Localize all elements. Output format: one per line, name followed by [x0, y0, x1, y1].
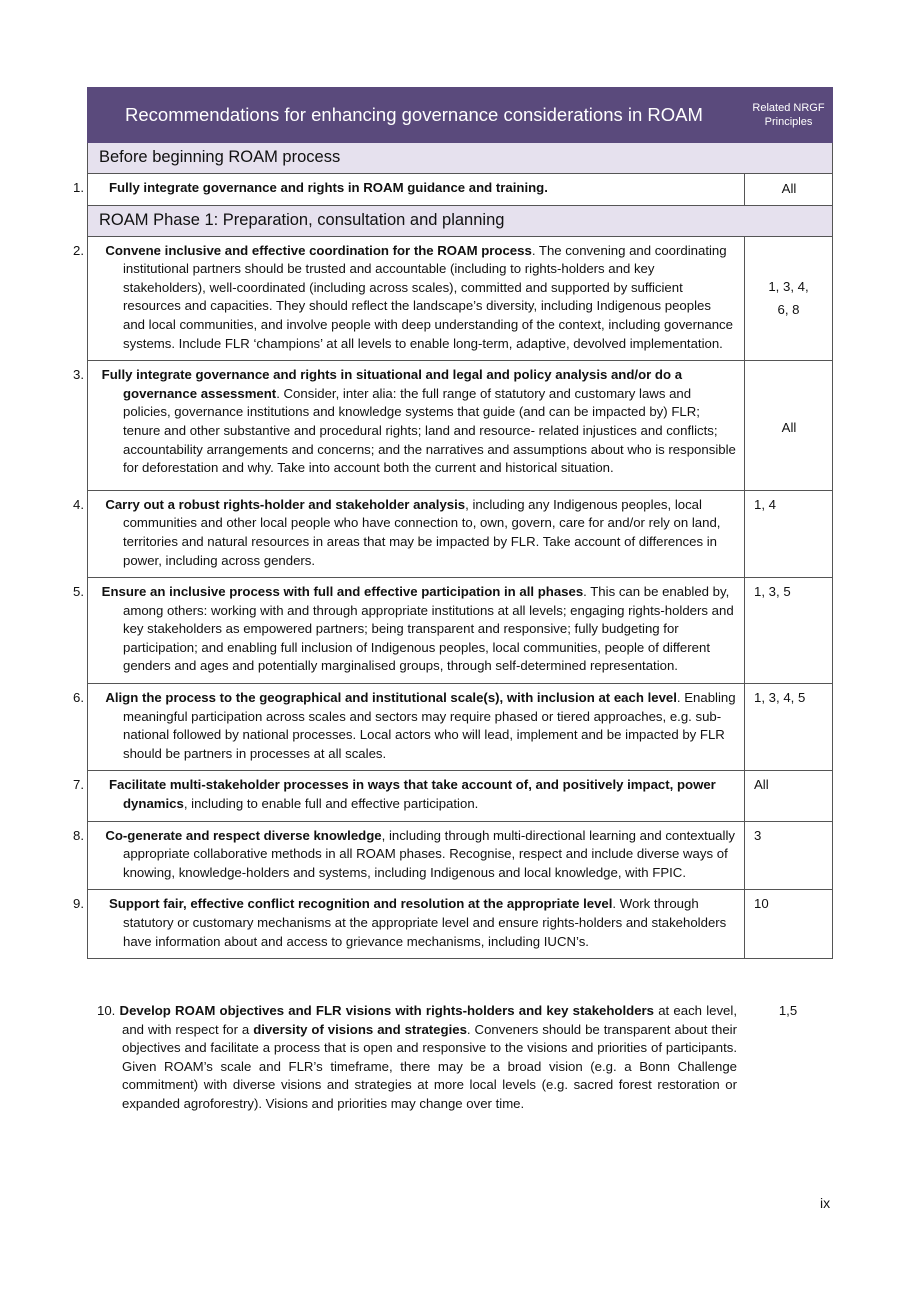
principles-cell: All	[745, 771, 833, 821]
rec-text: . This can be enabled by, among others: working with and through appropriate institutions at all levels; engaging rights-holders and key stakeholders as empowered partners; being transparent and responsive; fully budgeting for participation; and enabling full inclusion of Indigenous peoples, local communities, people of different genders and ages and potentially marginalised groups, through self-determined representation.	[123, 584, 734, 674]
principles-cell: 1, 3, 4, 5	[745, 684, 833, 771]
recommendation-cell: 1. Fully integrate governance and rights in ROAM guidance and training.	[88, 174, 745, 206]
table-row	[88, 578, 833, 684]
principles-cell: 10	[745, 890, 833, 959]
rec-bold: Fully integrate governance and rights in situational and legal and policy analysis and/or do a governance assessment	[101, 367, 683, 401]
principles-header-text: Related NRGF Principles	[752, 102, 825, 128]
rec-text: , including through multi-directional learning and contextually appropriate collaborative methods in all ROAM phases. Recognise, respect and include diverse ways of knowing, knowledge-holders and systems, including Indigenous and local knowledge, with FPIC.	[123, 827, 735, 880]
principles-cell: All	[745, 361, 833, 491]
table-row	[88, 890, 833, 959]
rec-bold: Carry out a robust rights-holder and stakeholder analysis	[105, 496, 466, 512]
rec-text: . The convening and coordinating institutional partners should be trusted and accountable (including to rights-holders and key stakeholders), well-coordinated (including across scales), committed and supported by sufficient resources and capacities. They should reflect the landscape’s diversity, including Indigenous peoples and local communities, and involve people with deep understanding of the context, including governance systems. Include FLR ‘champions’ at all levels to enable long-term, adaptive, devolved implementation.	[123, 242, 733, 351]
rec-bold: diversity of visions and strategies	[253, 1021, 467, 1037]
rec-text: . Conveners should be transparent about their objectives and facilitate a process that is open and responsive to the visions and priorities of participants. Given ROAM’s scale and FLR’s timeframe, there may be a broad vision (e.g. a Bonn Challenge commitment) with diverse visions and strategies at more local levels (e.g. sacred forest restoration or expanded agroforestry). Visions and priorities may change over time.	[122, 1021, 737, 1111]
recommendation-cell: 3. Fully integrate governance and rights in situational and legal and policy analysis and/or do a governance assessment. Consider, inter alia: the full range of statutory and customary laws and policies, governance institutions and knowledge systems that guide (and can be impacted by) FLR; tenure and other substantive and procedural rights; land and resource- related injustices and conflicts; accountability arrangements and concerns; and the narratives and assumptions about who is responsible for deforestation and why. Take into account both the current and historical situation.	[88, 361, 745, 491]
rec-text: , including to enable full and effective participation.	[183, 796, 479, 812]
recommendation-cell: 4. Carry out a robust rights-holder and stakeholder analysis, including any Indigenous peoples, local communities and other local people who have connection to, own, govern, care for and/or rely on land, territories and natural resources in areas that may be impacted by FLR. Take account of differences in power, including across genders.	[88, 490, 745, 577]
rec-bold: Co-generate and respect diverse knowledge	[105, 827, 382, 843]
recommendation-cell: 6. Align the process to the geographical and institutional scale(s), with inclusion at each level. Enabling meaningful participation across scales and sectors may require phased or tiered approaches, e.g. sub-national followed by national processes. Local actors who will lead, implement and be impacted by FLR should be partners in processes at all scales.	[88, 684, 745, 771]
section-label: Before beginning ROAM process	[88, 143, 833, 174]
principles-cell: 1,5	[778, 1003, 798, 1018]
principles-cell: 3	[745, 821, 833, 890]
principles-cell: 1, 3, 5	[745, 578, 833, 684]
section-row	[88, 143, 833, 174]
principles-cell: All	[745, 174, 833, 206]
table-row	[88, 236, 833, 361]
principles-cell: 1, 4	[745, 490, 833, 577]
rec-bold: Ensure an inclusive process with full and effective participation in all phases	[101, 584, 584, 600]
rec-text: at each level, and with respect for a	[122, 1003, 737, 1037]
recommendation-10-text	[87, 1002, 737, 1114]
page-number: ix	[820, 1195, 831, 1211]
recommendation-cell: 5. Ensure an inclusive process with full and effective participation in all phases. This can be enabled by, among others: working with and through appropriate institutions at all levels; engaging rights-holders and key stakeholders as empowered partners; being transparent and responsive; fully budgeting for participation; and enabling full inclusion of Indigenous peoples, local communities, people of different genders and ages and potentially marginalised groups, through self-determined representation.	[88, 578, 745, 684]
recommendation-cell: 7. Facilitate multi-stakeholder processes in ways that take account of, and positively impact, power dynamics, including to enable full and effective participation.	[88, 771, 745, 821]
table-row	[88, 821, 833, 890]
section-row	[88, 205, 833, 236]
rec-text: , including any Indigenous peoples, local communities and other local people who have connection to, own, govern, care for and/or rely on land, territories and natural resources in areas that may be impacted by FLR. Take account of differences in power, including across genders.	[123, 496, 721, 568]
recommendation-cell: 2. Convene inclusive and effective coordination for the ROAM process. The convening and coordinating institutional partners should be trusted and accountable (including to rights-holders and key stakeholders), well-coordinated (including across scales), committed and supported by sufficient resources and capacities. They should reflect the landscape’s diversity, including Indigenous peoples and local communities, and involve people with deep understanding of the context, including governance systems. Include FLR ‘champions’ at all levels to enable long-term, adaptive, devolved implementation.	[88, 236, 745, 361]
rec-bold: Convene inclusive and effective coordination for the ROAM process	[105, 242, 532, 258]
rec-bold: Develop ROAM objectives and FLR visions with rights-holders and key stakeholders	[119, 1003, 654, 1018]
table-row	[88, 361, 833, 491]
principles-column-header	[745, 88, 833, 143]
table-row	[88, 490, 833, 577]
table-row	[88, 174, 833, 206]
rec-bold: Support fair, effective conflict recognition and resolution at the appropriate level	[109, 896, 613, 912]
recommendation-cell: 8. Co-generate and respect diverse knowledge, including through multi-directional learning and contextually appropriate collaborative methods in all ROAM phases. Recognise, respect and include diverse ways of knowing, knowledge-holders and systems, including Indigenous and local knowledge, with FPIC.	[88, 821, 745, 890]
table-row	[88, 771, 833, 821]
rec-bold: Fully integrate governance and rights in ROAM guidance and training.	[109, 180, 548, 195]
table-header-row	[88, 88, 833, 143]
table-title: Recommendations for enhancing governance considerations in ROAM	[88, 88, 745, 143]
recommendation-cell: 9. Support fair, effective conflict recognition and resolution at the appropriate level. Work through statutory or customary mechanisms at the appropriate level and ensure rights-holders and stakeholders have information about and access to grievance mechanisms, including IUCN’s.	[88, 890, 745, 959]
rec-bold: Facilitate multi-stakeholder processes in ways that take account of, and positively impact, power dynamics	[109, 777, 716, 812]
table-row	[88, 684, 833, 771]
rec-text: . Enabling meaningful participation across scales and sectors may require phased or tiered approaches, e.g. sub-national followed by national processes. Local actors who will lead, implement and be impacted by FLR should be partners in processes at all scales.	[123, 690, 736, 761]
section-label: ROAM Phase 1: Preparation, consultation and planning	[88, 205, 833, 236]
rec-text: . Work through statutory or customary mechanisms at the appropriate level and ensure rights-holders and stakeholders have information about and access to grievance mechanisms, including IUCN’s.	[123, 896, 727, 949]
principles-cell: 1, 3, 4, 6, 8	[745, 236, 833, 361]
rec-bold: Align the process to the geographical and institutional scale(s), with inclusion at each level	[105, 690, 677, 706]
rec-text: . Consider, inter alia: the full range of statutory and customary laws and policies, governance institutions and knowledge systems that guide (and can be impacted by) FLR; tenure and other substantive and procedural rights; land and resource- related injustices and conflicts; accountability arrangements and concerns; and the narratives and assumptions about who is responsible for deforestation and why. Take into account both the current and historical situation.	[123, 385, 736, 476]
recommendations-table	[73, 87, 833, 959]
rec-number: 10.	[97, 1003, 116, 1018]
